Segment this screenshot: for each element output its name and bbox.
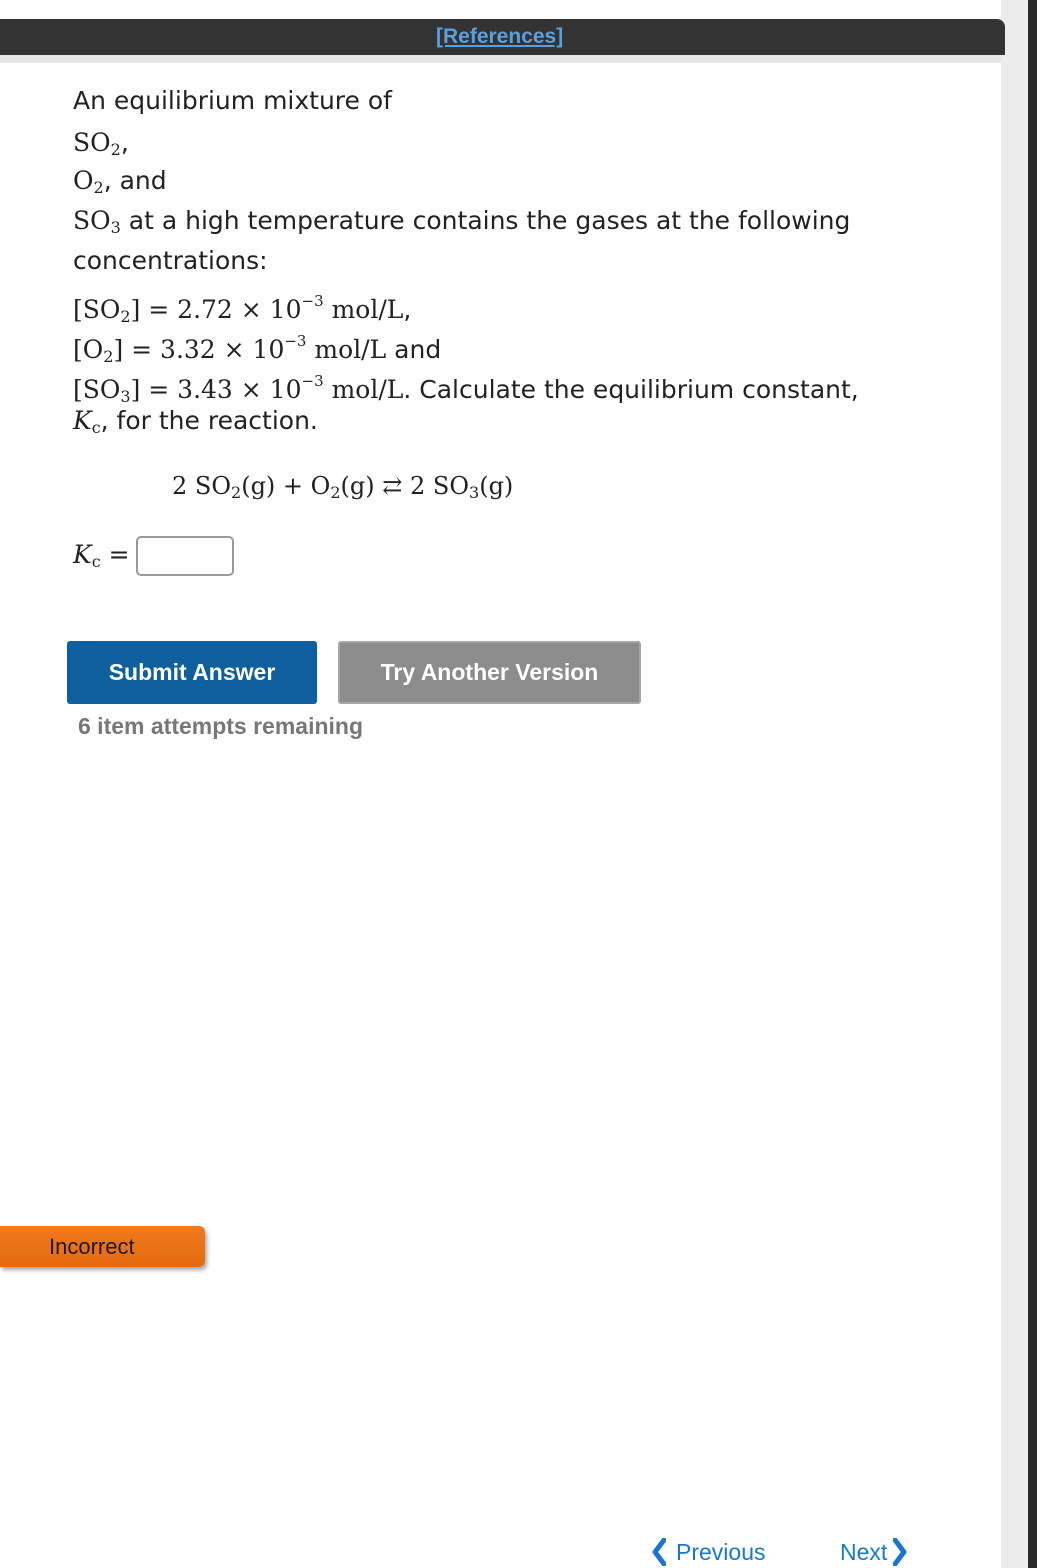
kc-answer-label: $K_c$ =: [73, 540, 130, 571]
chevron-left-icon: [652, 1538, 666, 1566]
next-label: Next: [840, 1538, 888, 1565]
species-so3: $SO_3$ at a high temperature contains the gases at the following: [73, 206, 851, 237]
question-intro: An equilibrium mixture of: [73, 86, 392, 115]
chevron-right-icon: [893, 1538, 907, 1566]
kc-answer-input[interactable]: [136, 536, 234, 576]
kc-reaction-text: $K_c$, for the reaction.: [73, 406, 318, 437]
attempts-remaining: 6 item attempts remaining: [78, 713, 364, 739]
concentration-o2: $[O_2] = 3.32 \times 10^{-3}$ mol/L and: [73, 332, 442, 366]
references-bar-shadow: [0, 55, 1001, 63]
species-so2: $SO_2$,: [73, 128, 129, 159]
reaction-equation: 2 $SO_2(g) + O_2(g)$ ⇄ 2 $SO_3(g)$: [172, 472, 514, 502]
species-o2: $O_2$, and: [73, 166, 167, 197]
window-border: [1028, 0, 1037, 1568]
incorrect-badge: Incorrect: [0, 1226, 205, 1267]
submit-answer-button[interactable]: Submit Answer: [67, 641, 317, 704]
concentration-so3: $[SO_3] = 3.43 \times 10^{-3}$ mol/L. Calculate the equilibrium constant,: [73, 372, 859, 406]
concentration-so2: $[SO_2] = 2.72 \times 10^{-3}$ mol/L,: [73, 292, 412, 326]
previous-button[interactable]: [652, 1538, 765, 1566]
references-link[interactable]: [References]: [436, 25, 564, 48]
concentrations-label: concentrations:: [73, 246, 268, 275]
next-button[interactable]: [840, 1538, 907, 1566]
previous-label: Previous: [676, 1538, 766, 1565]
try-another-version-button[interactable]: Try Another Version: [338, 641, 641, 704]
